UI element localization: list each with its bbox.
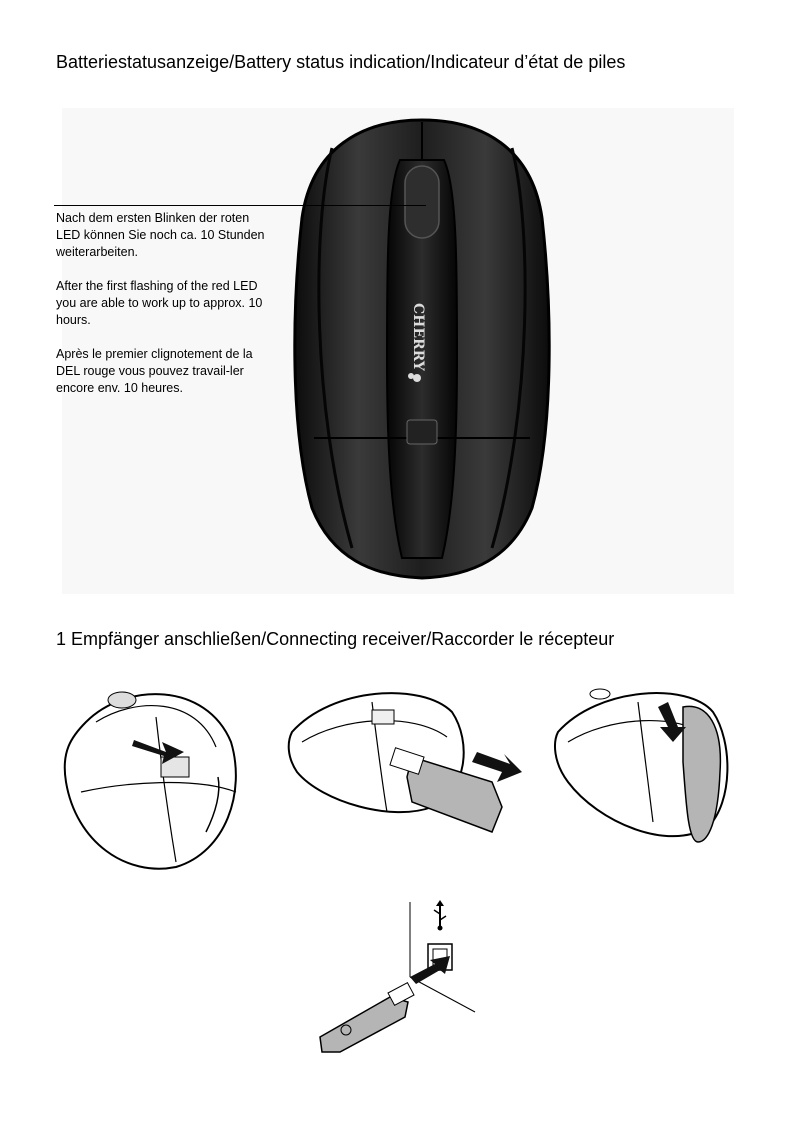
- battery-note-en: After the first flashing of the red LED you are able to work up to approx. 10 hours.: [56, 279, 263, 327]
- battery-note-fr: Après le premier clignotement de la DEL rouge vous pouvez travail-ler encore env. 10 heures.: [56, 347, 253, 395]
- step-plug-usb-illustration: [310, 892, 490, 1062]
- step-remove-receiver-illustration: [282, 682, 532, 852]
- usb-icon: [434, 900, 446, 931]
- battery-section-title: Batteriestatusanzeige/Battery status indication/Indicateur d’état de piles: [56, 52, 626, 72]
- receiver-section-title: 1 Empfänger anschließen/Connecting receiver/Raccorder le récepteur: [56, 629, 615, 649]
- battery-note-de: Nach dem ersten Blinken der roten LED können Sie noch ca. 10 Stunden weiterarbeiten.: [56, 211, 265, 259]
- cherry-logo: CHERRY: [410, 303, 426, 371]
- led-callout-line: [54, 205, 426, 206]
- step-open-compartment-illustration: [56, 682, 256, 882]
- battery-notes: [56, 210, 271, 414]
- step-close-cover-illustration: [548, 682, 748, 857]
